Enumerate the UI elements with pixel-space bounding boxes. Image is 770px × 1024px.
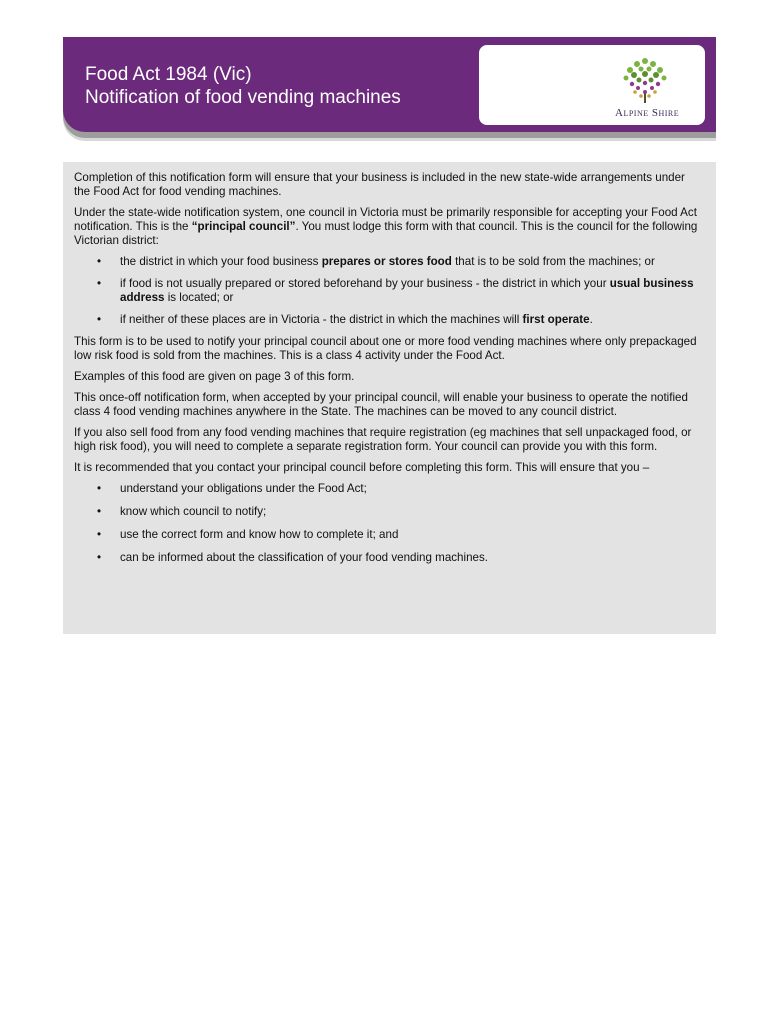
recommendation-paragraph: It is recommended that you contact your principal council before completing this form. This will ensure that you –: [74, 461, 650, 474]
examples-paragraph: Examples of this food are given on page 3 of this form.: [74, 370, 355, 383]
bullet-icon: •: [97, 255, 102, 268]
bullet-icon: •: [97, 528, 102, 541]
text-span: the district in which your food business: [120, 255, 322, 268]
principal-council-paragraph: [74, 206, 699, 248]
intro-paragraph: Completion of this notification form will ensure that your business is included in the new state-wide arrangements under the Food Act for food vending machines.: [74, 171, 685, 198]
bold-term: prepares or stores food: [321, 255, 452, 268]
registration-paragraph: If you also sell food from any food vending machines that require registration (eg machines that sell unpackaged food, or high risk food), you will need to complete a separate registration form. Your council can provide you with this form.: [74, 426, 692, 453]
text-span: .: [589, 313, 593, 326]
text-span: if neither of these places are in Victoria - the district in which the machines will: [120, 313, 523, 326]
list-item: [74, 313, 699, 327]
list-item: [74, 277, 699, 305]
page-title: [85, 63, 401, 109]
title-line-1: Food Act 1984 (Vic): [85, 64, 252, 85]
list-item: [74, 482, 699, 496]
text-span: Under the state-wide notification system, one council in Victoria must be primarily responsible for accepting your Food Act notification. This is the: [74, 206, 697, 233]
once-off-paragraph: This once-off notification form, when accepted by your principal council, will enable your business to operate the notified class 4 food vending machines anywhere in the State. The machines can be moved to any council district.: [74, 391, 688, 418]
bold-term: usual business address: [120, 277, 694, 304]
bold-term: first operate: [522, 313, 590, 326]
content-box: [63, 162, 716, 634]
logo-text: Alpine Shire: [615, 107, 680, 119]
text-span: is located; or: [164, 291, 234, 304]
text-span: understand your obligations under the Food Act;: [120, 482, 367, 495]
text-span: can be informed about the classification of your food vending machines.: [120, 551, 488, 564]
text-span: know which council to notify;: [120, 505, 267, 518]
purpose-paragraph: This form is to be used to notify your principal council about one or more food vending machines where only prepackaged low risk food is sold from the machines. This is a class 4 activity under the Food Act.: [74, 335, 697, 362]
bullet-icon: •: [97, 482, 102, 495]
title-line-2: Notification of food vending machines: [85, 87, 401, 108]
list-item: [74, 255, 699, 269]
bullet-icon: •: [97, 551, 102, 564]
principal-council-term: “principal council”: [191, 220, 296, 233]
logo-box: [479, 45, 705, 125]
list-item: [74, 505, 699, 519]
bullet-icon: •: [97, 313, 102, 326]
text-span: . You must lodge this form with that council. This is the council for the following Victorian district:: [74, 220, 698, 247]
district-list: [74, 255, 699, 327]
list-item: [74, 528, 699, 542]
bullet-icon: •: [97, 277, 102, 290]
text-span: use the correct form and know how to complete it; and: [120, 528, 399, 541]
text-span: if food is not usually prepared or stored beforehand by your business - the district in which your: [120, 277, 610, 290]
alpine-shire-logo-icon: [620, 55, 670, 105]
text-span: that is to be sold from the machines; or: [451, 255, 655, 268]
bullet-icon: •: [97, 505, 102, 518]
list-item: [74, 551, 699, 565]
obligations-list: [74, 482, 699, 565]
content-body: [74, 171, 699, 574]
header-band: [63, 37, 716, 132]
